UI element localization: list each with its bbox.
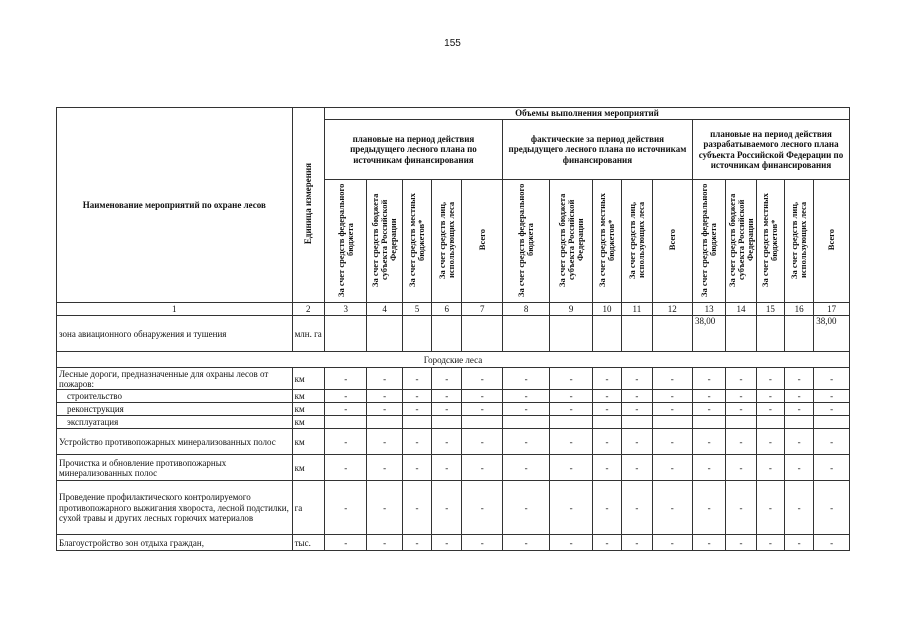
subheader-cell: За счет средств местных бюджетов* bbox=[402, 180, 431, 303]
value-cell: 38,00 bbox=[814, 316, 850, 352]
measure-name: Лесные дороги, предназначенные для охраны лесов от пожаров: bbox=[57, 368, 293, 390]
value-cell: - bbox=[432, 481, 462, 535]
value-cell: - bbox=[726, 481, 756, 535]
column-number: 16 bbox=[784, 303, 813, 316]
value-cell: - bbox=[622, 455, 652, 481]
value-cell: - bbox=[324, 403, 366, 416]
header-group-actual-previous: фактические за период действия предыдущего лесного плана по источникам финансирования bbox=[502, 120, 692, 180]
value-cell bbox=[652, 416, 692, 429]
value-cell: - bbox=[324, 390, 366, 403]
value-cell: - bbox=[726, 368, 756, 390]
measure-name: реконструкция bbox=[57, 403, 293, 416]
value-cell: - bbox=[726, 390, 756, 403]
value-cell: - bbox=[432, 429, 462, 455]
page-number: 155 bbox=[444, 38, 461, 49]
subheader-cell: За счет средств бюджета субъекта Российской Федерации bbox=[367, 180, 402, 303]
measure-name: Устройство противопожарных минерализованных полос bbox=[57, 429, 293, 455]
value-cell: - bbox=[367, 535, 402, 551]
value-cell: - bbox=[550, 481, 592, 535]
column-number-row bbox=[57, 303, 850, 316]
table-row bbox=[57, 316, 850, 352]
column-number: 11 bbox=[622, 303, 652, 316]
value-cell: - bbox=[550, 368, 592, 390]
column-number: 8 bbox=[502, 303, 550, 316]
value-cell: - bbox=[324, 368, 366, 390]
value-cell: - bbox=[726, 429, 756, 455]
value-cell: - bbox=[502, 368, 550, 390]
column-number: 9 bbox=[550, 303, 592, 316]
value-cell: - bbox=[502, 455, 550, 481]
measure-name: эксплуатация bbox=[57, 416, 293, 429]
value-cell: - bbox=[652, 390, 692, 403]
column-number: 17 bbox=[814, 303, 850, 316]
value-cell: - bbox=[550, 403, 592, 416]
subheader-cell: За счет средств местных бюджетов* bbox=[756, 180, 784, 303]
unit-cell: км bbox=[292, 429, 324, 455]
value-cell: - bbox=[432, 368, 462, 390]
value-cell bbox=[622, 416, 652, 429]
value-cell: - bbox=[756, 368, 784, 390]
subheader-cell: За счет средств бюджета субъекта Российской Федерации bbox=[726, 180, 756, 303]
unit-cell: км bbox=[292, 416, 324, 429]
column-number: 3 bbox=[324, 303, 366, 316]
value-cell: - bbox=[726, 455, 756, 481]
section-row bbox=[57, 352, 850, 368]
value-cell: - bbox=[814, 535, 850, 551]
column-number: 12 bbox=[652, 303, 692, 316]
fire-protection-measures-table bbox=[56, 107, 850, 551]
value-cell: - bbox=[652, 455, 692, 481]
subheader-cell: За счет средств федерального бюджета bbox=[324, 180, 366, 303]
table-row bbox=[57, 481, 850, 535]
value-cell: - bbox=[692, 535, 725, 551]
column-number: 15 bbox=[756, 303, 784, 316]
value-cell bbox=[692, 416, 725, 429]
value-cell: - bbox=[652, 429, 692, 455]
unit-cell: км bbox=[292, 455, 324, 481]
value-cell: - bbox=[784, 368, 813, 390]
measure-name: Благоустройство зон отдыха граждан, bbox=[57, 535, 293, 551]
value-cell: - bbox=[592, 403, 621, 416]
table-row bbox=[57, 455, 850, 481]
value-cell: - bbox=[622, 390, 652, 403]
value-cell: - bbox=[324, 429, 366, 455]
value-cell bbox=[324, 316, 366, 352]
value-cell: - bbox=[756, 429, 784, 455]
value-cell: - bbox=[550, 390, 592, 403]
value-cell: - bbox=[756, 481, 784, 535]
value-cell: - bbox=[550, 429, 592, 455]
subheader-cell: За счет средств лиц, использующих леса bbox=[432, 180, 462, 303]
subheader-cell: За счет средств бюджета субъекта Российской Федерации bbox=[550, 180, 592, 303]
value-cell bbox=[462, 416, 502, 429]
value-cell: - bbox=[502, 390, 550, 403]
table-row bbox=[57, 390, 850, 403]
value-cell: - bbox=[756, 535, 784, 551]
measure-name: Прочистка и обновление противопожарных минерализованных полос bbox=[57, 455, 293, 481]
unit-cell: км bbox=[292, 368, 324, 390]
value-cell: - bbox=[622, 481, 652, 535]
value-cell: - bbox=[462, 403, 502, 416]
subheader-cell: Всего bbox=[652, 180, 692, 303]
value-cell bbox=[324, 416, 366, 429]
value-cell: - bbox=[462, 481, 502, 535]
value-cell bbox=[502, 316, 550, 352]
table-row bbox=[57, 429, 850, 455]
value-cell: - bbox=[814, 368, 850, 390]
value-cell: - bbox=[784, 535, 813, 551]
table-row bbox=[57, 535, 850, 551]
subheader-cell: За счет средств федерального бюджета bbox=[692, 180, 725, 303]
column-number: 5 bbox=[402, 303, 431, 316]
value-cell: - bbox=[692, 403, 725, 416]
value-cell: - bbox=[462, 535, 502, 551]
subheader-cell: За счет средств лиц, использующих леса bbox=[784, 180, 813, 303]
subheader-cell: За счет средств федерального бюджета bbox=[502, 180, 550, 303]
value-cell: - bbox=[592, 368, 621, 390]
value-cell: - bbox=[622, 535, 652, 551]
value-cell: - bbox=[726, 535, 756, 551]
subheader-cell: Всего bbox=[814, 180, 850, 303]
value-cell bbox=[367, 316, 402, 352]
column-number: 14 bbox=[726, 303, 756, 316]
value-cell bbox=[462, 316, 502, 352]
value-cell: - bbox=[784, 403, 813, 416]
value-cell: - bbox=[402, 455, 431, 481]
value-cell: - bbox=[402, 403, 431, 416]
value-cell: - bbox=[502, 403, 550, 416]
section-title: Городские леса bbox=[57, 352, 850, 368]
value-cell: - bbox=[622, 368, 652, 390]
header-unit-column: Единица измерения bbox=[292, 108, 324, 303]
value-cell: - bbox=[652, 368, 692, 390]
unit-cell: тыс. bbox=[292, 535, 324, 551]
value-cell: - bbox=[592, 535, 621, 551]
subheader-cell: За счет средств лиц, использующих леса bbox=[622, 180, 652, 303]
value-cell: - bbox=[324, 535, 366, 551]
value-cell bbox=[592, 316, 621, 352]
value-cell: - bbox=[692, 455, 725, 481]
value-cell: - bbox=[324, 481, 366, 535]
value-cell: 38,00 bbox=[692, 316, 725, 352]
value-cell: - bbox=[402, 481, 431, 535]
value-cell: - bbox=[592, 390, 621, 403]
value-cell: - bbox=[652, 403, 692, 416]
column-number: 2 bbox=[292, 303, 324, 316]
column-number: 1 bbox=[57, 303, 293, 316]
table-row bbox=[57, 368, 850, 390]
column-number: 4 bbox=[367, 303, 402, 316]
value-cell bbox=[502, 416, 550, 429]
value-cell: - bbox=[592, 429, 621, 455]
value-cell: - bbox=[756, 390, 784, 403]
value-cell: - bbox=[550, 535, 592, 551]
header-group-planned-current: плановые на период действия разрабатываемого лесного плана субъекта Российской Федерации по источникам финансирования bbox=[692, 120, 849, 180]
value-cell: - bbox=[652, 535, 692, 551]
measure-name: Проведение профилактического контролируемого противопожарного выжигания хвороста, лесной подстилки, сухой травы и других лесных горючих материалов bbox=[57, 481, 293, 535]
header-group-planned-previous: плановые на период действия предыдущего лесного плана по источникам финансирования bbox=[324, 120, 502, 180]
value-cell bbox=[402, 416, 431, 429]
value-cell: - bbox=[462, 429, 502, 455]
value-cell: - bbox=[432, 390, 462, 403]
value-cell: - bbox=[502, 535, 550, 551]
value-cell: - bbox=[462, 390, 502, 403]
value-cell: - bbox=[462, 368, 502, 390]
value-cell bbox=[652, 316, 692, 352]
value-cell: - bbox=[814, 455, 850, 481]
value-cell: - bbox=[432, 455, 462, 481]
value-cell: - bbox=[367, 403, 402, 416]
value-cell: - bbox=[592, 481, 621, 535]
unit-cell: млн. га bbox=[292, 316, 324, 352]
value-cell bbox=[550, 316, 592, 352]
value-cell: - bbox=[502, 429, 550, 455]
unit-cell: км bbox=[292, 390, 324, 403]
value-cell: - bbox=[502, 481, 550, 535]
value-cell: - bbox=[784, 429, 813, 455]
subheader-cell: Всего bbox=[462, 180, 502, 303]
value-cell: - bbox=[726, 403, 756, 416]
value-cell bbox=[622, 316, 652, 352]
value-cell: - bbox=[784, 481, 813, 535]
value-cell: - bbox=[814, 481, 850, 535]
value-cell: - bbox=[402, 368, 431, 390]
value-cell: - bbox=[652, 481, 692, 535]
value-cell bbox=[784, 416, 813, 429]
value-cell: - bbox=[367, 390, 402, 403]
measure-name: строительство bbox=[57, 390, 293, 403]
value-cell bbox=[550, 416, 592, 429]
value-cell: - bbox=[432, 403, 462, 416]
value-cell: - bbox=[692, 390, 725, 403]
value-cell: - bbox=[462, 455, 502, 481]
subheader-cell: За счет средств местных бюджетов* bbox=[592, 180, 621, 303]
header-volumes: Объемы выполнения мероприятий bbox=[324, 108, 849, 120]
value-cell: - bbox=[814, 403, 850, 416]
value-cell: - bbox=[432, 535, 462, 551]
value-cell: - bbox=[367, 429, 402, 455]
value-cell: - bbox=[402, 535, 431, 551]
unit-cell: га bbox=[292, 481, 324, 535]
value-cell: - bbox=[367, 455, 402, 481]
column-number: 10 bbox=[592, 303, 621, 316]
value-cell bbox=[432, 316, 462, 352]
value-cell: - bbox=[324, 455, 366, 481]
value-cell: - bbox=[784, 455, 813, 481]
value-cell bbox=[726, 416, 756, 429]
value-cell: - bbox=[592, 455, 621, 481]
table-row bbox=[57, 416, 850, 429]
value-cell bbox=[726, 316, 756, 352]
value-cell bbox=[814, 416, 850, 429]
value-cell: - bbox=[814, 429, 850, 455]
unit-cell: км bbox=[292, 403, 324, 416]
value-cell: - bbox=[756, 403, 784, 416]
value-cell: - bbox=[367, 368, 402, 390]
value-cell: - bbox=[367, 481, 402, 535]
value-cell: - bbox=[692, 481, 725, 535]
value-cell bbox=[432, 416, 462, 429]
value-cell: - bbox=[814, 390, 850, 403]
value-cell: - bbox=[622, 403, 652, 416]
column-number: 6 bbox=[432, 303, 462, 316]
value-cell: - bbox=[402, 390, 431, 403]
value-cell bbox=[402, 316, 431, 352]
table-body bbox=[57, 316, 850, 551]
value-cell: - bbox=[692, 429, 725, 455]
value-cell: - bbox=[402, 429, 431, 455]
value-cell: - bbox=[756, 455, 784, 481]
value-cell: - bbox=[692, 368, 725, 390]
value-cell bbox=[784, 316, 813, 352]
value-cell: - bbox=[550, 455, 592, 481]
column-number: 7 bbox=[462, 303, 502, 316]
column-number: 13 bbox=[692, 303, 725, 316]
value-cell bbox=[367, 416, 402, 429]
value-cell: - bbox=[622, 429, 652, 455]
value-cell bbox=[592, 416, 621, 429]
value-cell bbox=[756, 316, 784, 352]
value-cell bbox=[756, 416, 784, 429]
table-row bbox=[57, 403, 850, 416]
measure-name: зона авиационного обнаружения и тушения bbox=[57, 316, 293, 352]
header-name-column: Наименование мероприятий по охране лесов bbox=[57, 108, 293, 303]
value-cell: - bbox=[784, 390, 813, 403]
